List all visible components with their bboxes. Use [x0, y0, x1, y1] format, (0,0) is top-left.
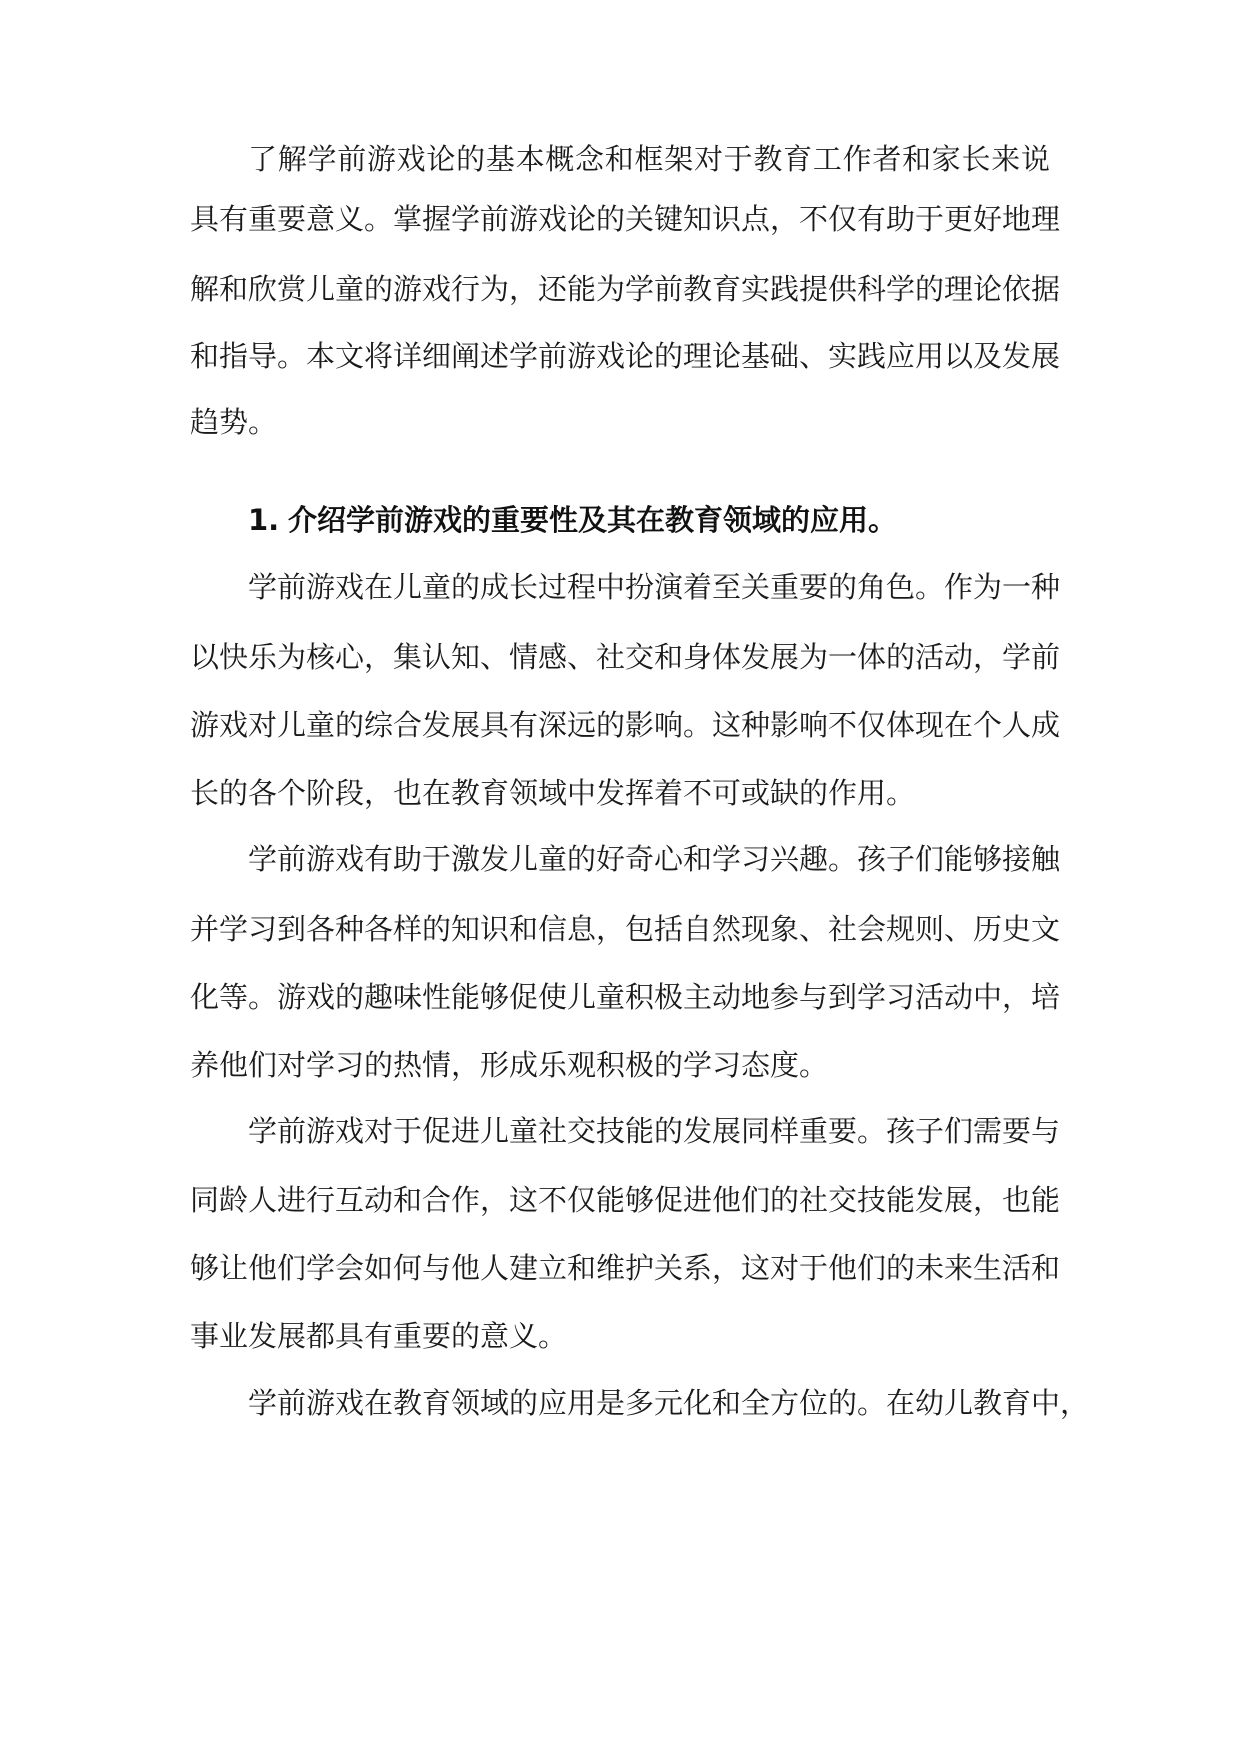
section-heading [248, 502, 1050, 538]
para1-line-1: 学前游戏在儿童的成长过程中扮演着至关重要的角色。作为一种 [248, 570, 1061, 604]
para3-line-3: 够让他们学会如何与他人建立和维护关系，这对于他们的未来生活和 [190, 1251, 1061, 1285]
intro-line-4: 和指导。本文将详细阐述学前游戏论的理论基础、实践应用以及发展 [190, 339, 1061, 373]
intro-line-5: 趋势。 [190, 405, 278, 439]
para3-line-1: 学前游戏对于促进儿童社交技能的发展同样重要。孩子们需要与 [248, 1114, 1061, 1148]
intro-line-1: 了解学前游戏论的基本概念和框架对于教育工作者和家长来说 [248, 142, 1050, 176]
para2-line-1: 学前游戏有助于激发儿童的好奇心和学习兴趣。孩子们能够接触 [248, 842, 1061, 876]
intro-line-2: 具有重要意义。掌握学前游戏论的关键知识点，不仅有助于更好地理 [190, 202, 1061, 236]
section-number: 1. [248, 503, 280, 537]
para3-line-2: 同龄人进行互动和合作，这不仅能够促进他们的社交技能发展，也能 [190, 1183, 1061, 1217]
para1-line-4: 长的各个阶段，也在教育领域中发挥着不可或缺的作用。 [190, 776, 916, 810]
intro-line-3: 解和欣赏儿童的游戏行为，还能为学前教育实践提供科学的理论依据 [190, 272, 1061, 306]
section-title: 介绍学前游戏的重要性及其在教育领域的应用。 [288, 503, 898, 537]
para1-line-3: 游戏对儿童的综合发展具有深远的影响。这种影响不仅体现在个人成 [190, 708, 1061, 742]
para1-line-2: 以快乐为核心，集认知、情感、社交和身体发展为一体的活动，学前 [190, 640, 1061, 674]
para2-line-3: 化等。游戏的趣味性能够促使儿童积极主动地参与到学习活动中，培 [190, 980, 1061, 1014]
para2-line-4: 养他们对学习的热情，形成乐观积极的学习态度。 [190, 1048, 829, 1082]
para2-line-2: 并学习到各种各样的知识和信息，包括自然现象、社会规则、历史文 [190, 912, 1061, 946]
para3-line-4: 事业发展都具有重要的意义。 [190, 1319, 568, 1353]
para4-line-1: 学前游戏在教育领域的应用是多元化和全方位的。在幼儿教育中， [248, 1386, 1090, 1420]
